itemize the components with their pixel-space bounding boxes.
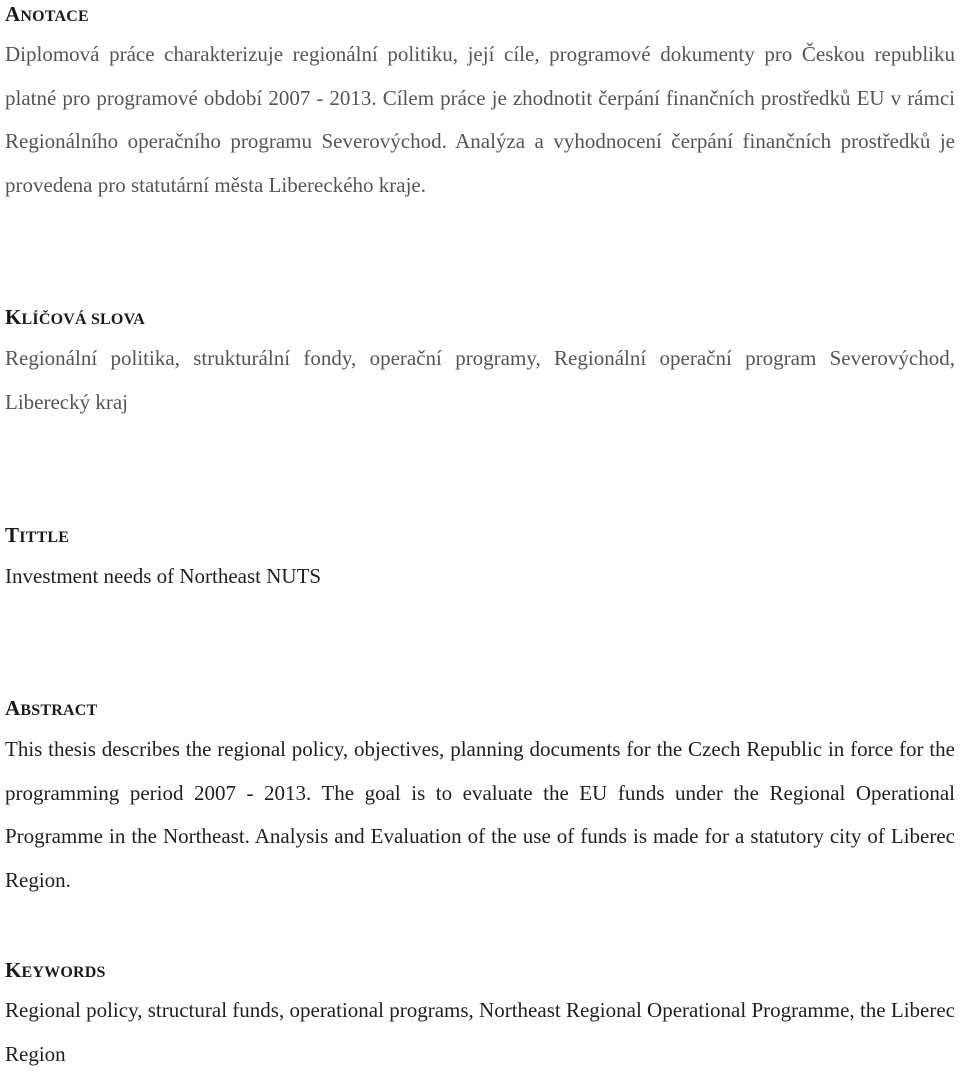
keywords-en-heading: KEYWORDS [5,958,106,982]
annotation-heading: ANOTACE [5,2,89,26]
abstract-heading: ABSTRACT [5,696,98,720]
keywords-cz-text: Regionální politika, strukturální fondy, operační programy, Regionální operační program Severovýchod, Liberecký kraj [5,346,955,414]
abstract-text: This thesis describes the regional policy, objectives, planning documents for the Czech Republic in force for the programming period 2007 - 2013. The goal is to evaluate the EU funds under the Regional Operational Programme in the Northeast. Analysis and Evaluation of the use of funds is made for a statutory city of Liberec Region. [5,737,955,892]
annotation-text: Diplomová práce charakterizuje regionální politiku, její cíle, programové dokumenty pro Českou republiku platné pro programové období 2007 - 2013. Cílem práce je zhodnotit čerpání finančních prostředků EU v rámci Regionálního operačního programu Severovýchod. Analýza a vyhodnocení čerpání finančních prostředků je provedena pro statutární města Libereckého kraje. [5,42,955,197]
title-text: Investment needs of Northeast NUTS [5,564,322,588]
keywords-cz-heading: KLÍČOVÁ SLOVA [5,305,146,329]
keywords-en-text: Regional policy, structural funds, operational programs, Northeast Regional Operational Programme, the Liberec Region [5,998,955,1066]
title-heading: TITTLE [5,523,70,547]
